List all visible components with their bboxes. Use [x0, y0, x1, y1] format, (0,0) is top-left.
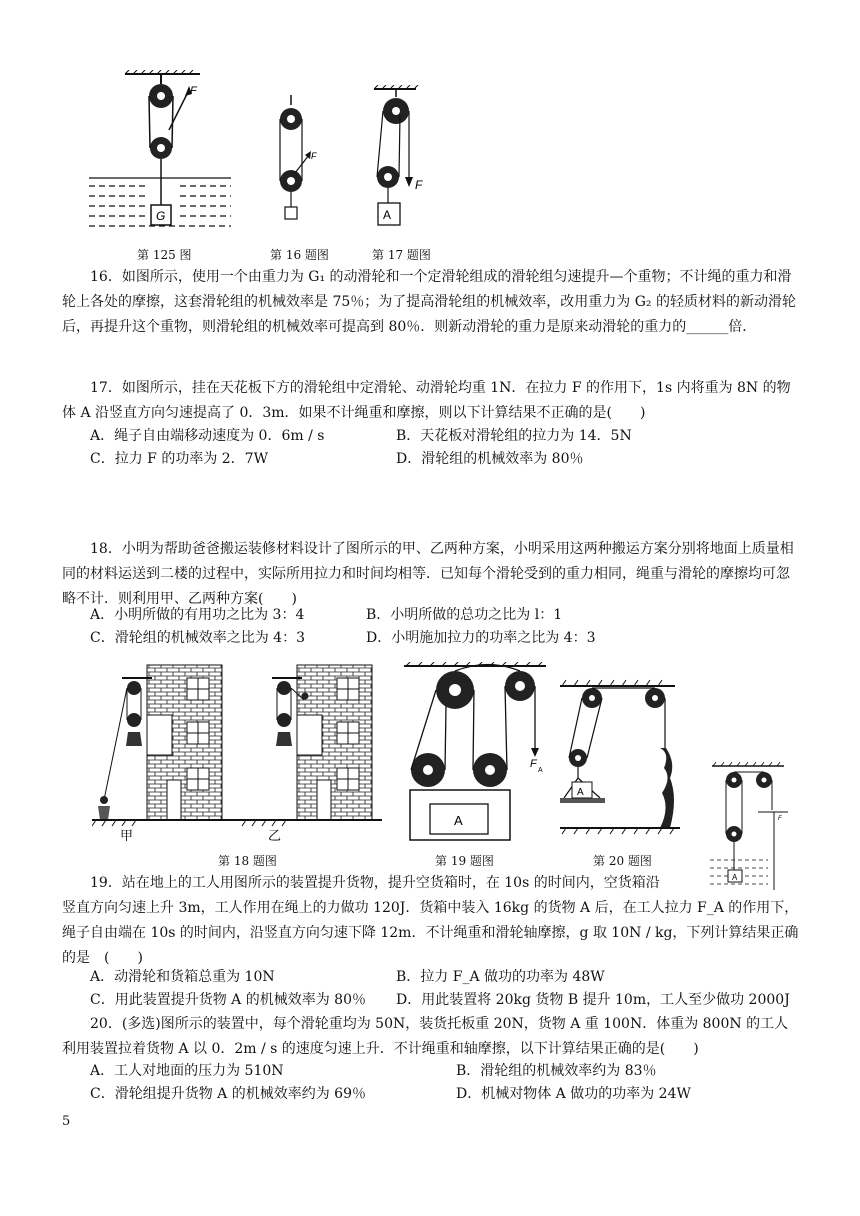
- question-19: [62, 871, 702, 896]
- question-18: [62, 537, 802, 612]
- q18-option-d: D．小明施加拉力的功率之比为 4：3: [366, 630, 596, 646]
- question-20-text: 20．(多选)图所示的装置中，每个滑轮重均为 50N，装货托板重 20N，货物 A 重 100N．体重为 800N 的工人利用装置拉着货物 A 以 0．2m / s 的速度匀速上升．不计绳重和轴摩擦，以下计算结果正确的是( ): [62, 1016, 789, 1057]
- plan-jia-label: 甲: [120, 828, 134, 843]
- figure-small-right: [708, 760, 788, 890]
- force-label: F: [778, 816, 782, 822]
- caption-fig125: 第 125 图: [137, 248, 192, 262]
- object-a-label: A: [383, 208, 392, 222]
- figure-18: [92, 660, 382, 850]
- caption-fig20: 第 20 题图: [593, 854, 652, 868]
- q18-option-a: A．小明所做的有用功之比为 3：4: [90, 607, 305, 623]
- q20-option-c: C．滑轮组提升货物 A 的机械效率约为 69％: [90, 1086, 366, 1102]
- question-19-text: 竖直方向匀速上升 3m，工人作用在绳上的力做功 120J．货箱中装入 16kg 的货物 A 后，在工人拉力 F_A 的作用下，绳子自由端在 10s 的时间内，沿竖直方向匀速下降 12m．不计绳重和滑轮轴摩擦，g 取 10N / kg，下列计算结果正确的是 ( ): [62, 900, 799, 966]
- q17-option-a: A．绳子自由端移动速度为 0．6m / s: [90, 428, 325, 444]
- q19-option-c: C．用此装置提升货物 A 的机械效率为 80％: [90, 992, 366, 1008]
- force-fa-label: F: [530, 758, 537, 770]
- object-a-label: A: [577, 787, 584, 798]
- q18-option-b: B．小明所做的总功之比为 l：1: [366, 607, 563, 623]
- question-19-rest: [62, 896, 802, 971]
- object-a-label: A: [732, 873, 738, 882]
- weight-label: G: [156, 209, 166, 223]
- q19-option-a: A．动滑轮和货箱总重为 10N: [90, 969, 275, 985]
- q17-option-d: D．滑轮组的机械效率为 80％: [396, 451, 584, 467]
- caption-fig16: 第 16 题图: [270, 248, 329, 262]
- question-19-line1: 19．站在地上的工人用图所示的装置提升货物，提升空货箱时，在 10s 的时间内，空货箱沿: [90, 875, 660, 891]
- question-20: [62, 1012, 802, 1062]
- question-18-text: 18．小明为帮助爸爸搬运装修材料设计了图所示的甲、乙两种方案，小明采用这两种搬运方案分别将地面上质量相同的材料运送到二楼的过程中，实际所用拉力和时间均相等．已知每个滑轮受到的重力相同，绳重与滑轮的摩擦均可忽略不计．则利用甲、乙两种方案( ): [62, 541, 794, 607]
- figure-20: [560, 678, 680, 843]
- question-17: [62, 376, 802, 426]
- caption-fig18: 第 18 题图: [218, 854, 277, 868]
- figure-16: [265, 95, 325, 235]
- figure-125: [85, 70, 235, 240]
- object-a-label: A: [454, 813, 463, 828]
- page-number: 5: [62, 1114, 71, 1129]
- force-label: F: [311, 151, 317, 161]
- q17-option-b: B．天花板对滑轮组的拉力为 14．5N: [396, 428, 632, 444]
- force-label: F: [415, 178, 423, 192]
- question-16: [62, 265, 802, 340]
- question-17-text: 17．如图所示，挂在天花板下方的滑轮组中定滑轮、动滑轮均重 1N．在拉力 F 的作用下，1s 内将重为 8N 的物体 A 沿竖直方向匀速提高了 0．3m．如果不计绳重和摩擦，则以下计算结果不正确的是( ): [62, 380, 791, 421]
- caption-fig17: 第 17 题图: [372, 248, 431, 262]
- force-label: F: [190, 85, 197, 97]
- plan-yi-label: 乙: [268, 828, 282, 843]
- figure-17: [370, 85, 430, 235]
- caption-fig19: 第 19 题图: [435, 854, 494, 868]
- force-fa-subscript: A: [538, 767, 543, 774]
- question-16-text: 16．如图所示，使用一个由重力为 G₁ 的动滑轮和一个定滑轮组成的滑轮组匀速提升—个重物；不计绳的重力和滑轮上各处的摩擦，这套滑轮组的机械效率是 75％；为了提高滑轮组的机械效率，改用重力为 G₂ 的轻质材料的新动滑轮后，再提升这个重物，则滑轮组的机械效率可提高到 80％．则新动滑轮的重力是原来动滑轮的重力的______倍．: [62, 269, 796, 335]
- q17-option-c: C．拉力 F 的功率为 2．7W: [90, 451, 268, 467]
- q19-option-b: B．拉力 F_A 做功的功率为 48W: [396, 969, 605, 985]
- q18-option-c: C．滑轮组的机械效率之比为 4：3: [90, 630, 305, 646]
- q20-option-d: D．机械对物体 A 做功的功率为 24W: [456, 1086, 691, 1102]
- q20-option-b: B．滑轮组的机械效率约为 83％: [456, 1063, 657, 1079]
- figure-19: [400, 662, 550, 847]
- q19-option-d: D．用此装置将 20kg 货物 B 提升 10m，工人至少做功 2000J: [396, 992, 790, 1008]
- q20-option-a: A．工人对地面的压力为 510N: [90, 1063, 284, 1079]
